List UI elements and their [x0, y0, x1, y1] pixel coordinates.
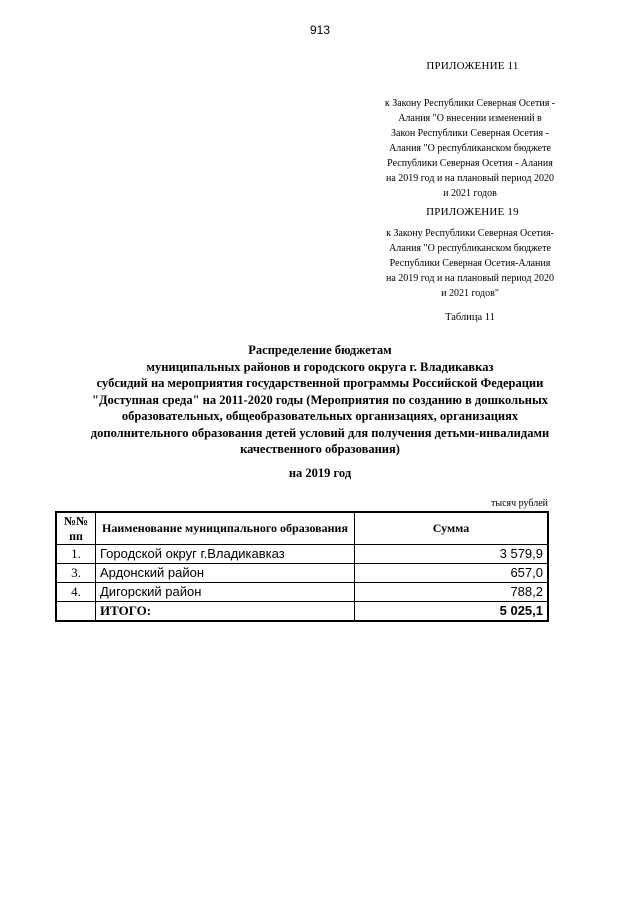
document-title	[40, 342, 600, 458]
appendix-11-line: Закон Республики Северная Осетия -	[391, 128, 549, 139]
appendix-19-line: Республики Северная Осетия-Алания	[389, 258, 551, 269]
row-value: 657,0	[355, 564, 549, 583]
appendix-19-line: на 2019 год и на плановый период 2020	[386, 273, 554, 284]
row-value: 788,2	[355, 583, 549, 602]
total-label: ИТОГО:	[96, 602, 355, 622]
row-number: 4.	[56, 583, 96, 602]
appendix-19-line: Алания "О республиканском бюджете	[389, 243, 551, 254]
units-label: тысяч рублей	[490, 498, 548, 509]
table-label: Таблица 11	[445, 312, 495, 323]
title-line: качественного образования)	[240, 442, 400, 456]
appendix-11-title: ПРИЛОЖЕНИЕ 11	[426, 60, 519, 72]
column-header-sum: Сумма	[355, 512, 549, 545]
appendix-19-title: ПРИЛОЖЕНИЕ 19	[426, 206, 519, 218]
table-row	[56, 545, 548, 564]
page-number: 913	[309, 23, 331, 37]
appendix-11-line: Республики Северная Осетия - Алания	[387, 158, 553, 169]
title-line: субсидий на мероприятия государственной программы Российской Федерации	[96, 376, 544, 390]
year-line: на 2019 год	[288, 466, 352, 480]
total-row	[56, 602, 548, 622]
appendix-19-line: и 2021 годов"	[441, 288, 499, 299]
row-value: 3 579,9	[355, 545, 549, 564]
appendix-11-line: на 2019 год и на плановый период 2020	[386, 173, 554, 184]
appendix-19-line: к Закону Республики Северная Осетия-	[386, 228, 554, 239]
appendix-11-line: к Закону Республики Северная Осетия -	[384, 98, 556, 109]
appendix-11-line: и 2021 годов	[443, 188, 497, 199]
total-number	[56, 602, 96, 622]
row-name: Ардонский район	[96, 564, 355, 583]
appendix-19-text	[355, 226, 585, 301]
distribution-table	[55, 511, 549, 622]
title-line: "Доступная среда" на 2011-2020 годы (Мероприятия по созданию в дошкольных	[92, 392, 548, 407]
table-header-row	[56, 512, 548, 545]
appendix-11-text	[355, 96, 585, 201]
row-name: Городской округ г.Владикавказ	[96, 545, 355, 564]
table-row	[56, 583, 548, 602]
column-header-name: Наименование муниципального образования	[96, 512, 355, 545]
title-line: Распределение бюджетам	[248, 343, 392, 357]
title-line: образовательных, общеобразовательных организациях, организациях	[121, 409, 519, 423]
appendix-11-line: Алания "О внесении изменений в	[398, 113, 542, 124]
title-line: муниципальных районов и городского округа г. Владикавказ	[146, 359, 494, 374]
total-value: 5 025,1	[355, 602, 549, 622]
row-name: Дигорский район	[96, 583, 355, 602]
row-number: 1.	[56, 545, 96, 564]
title-line: дополнительного образования детей условий для получения детьми-инвалидами	[90, 425, 550, 440]
appendix-11-line: Алания "О республиканском бюджете	[389, 143, 551, 154]
row-number: 3.	[56, 564, 96, 583]
table-row	[56, 564, 548, 583]
column-header-number: №№ пп	[56, 512, 96, 545]
